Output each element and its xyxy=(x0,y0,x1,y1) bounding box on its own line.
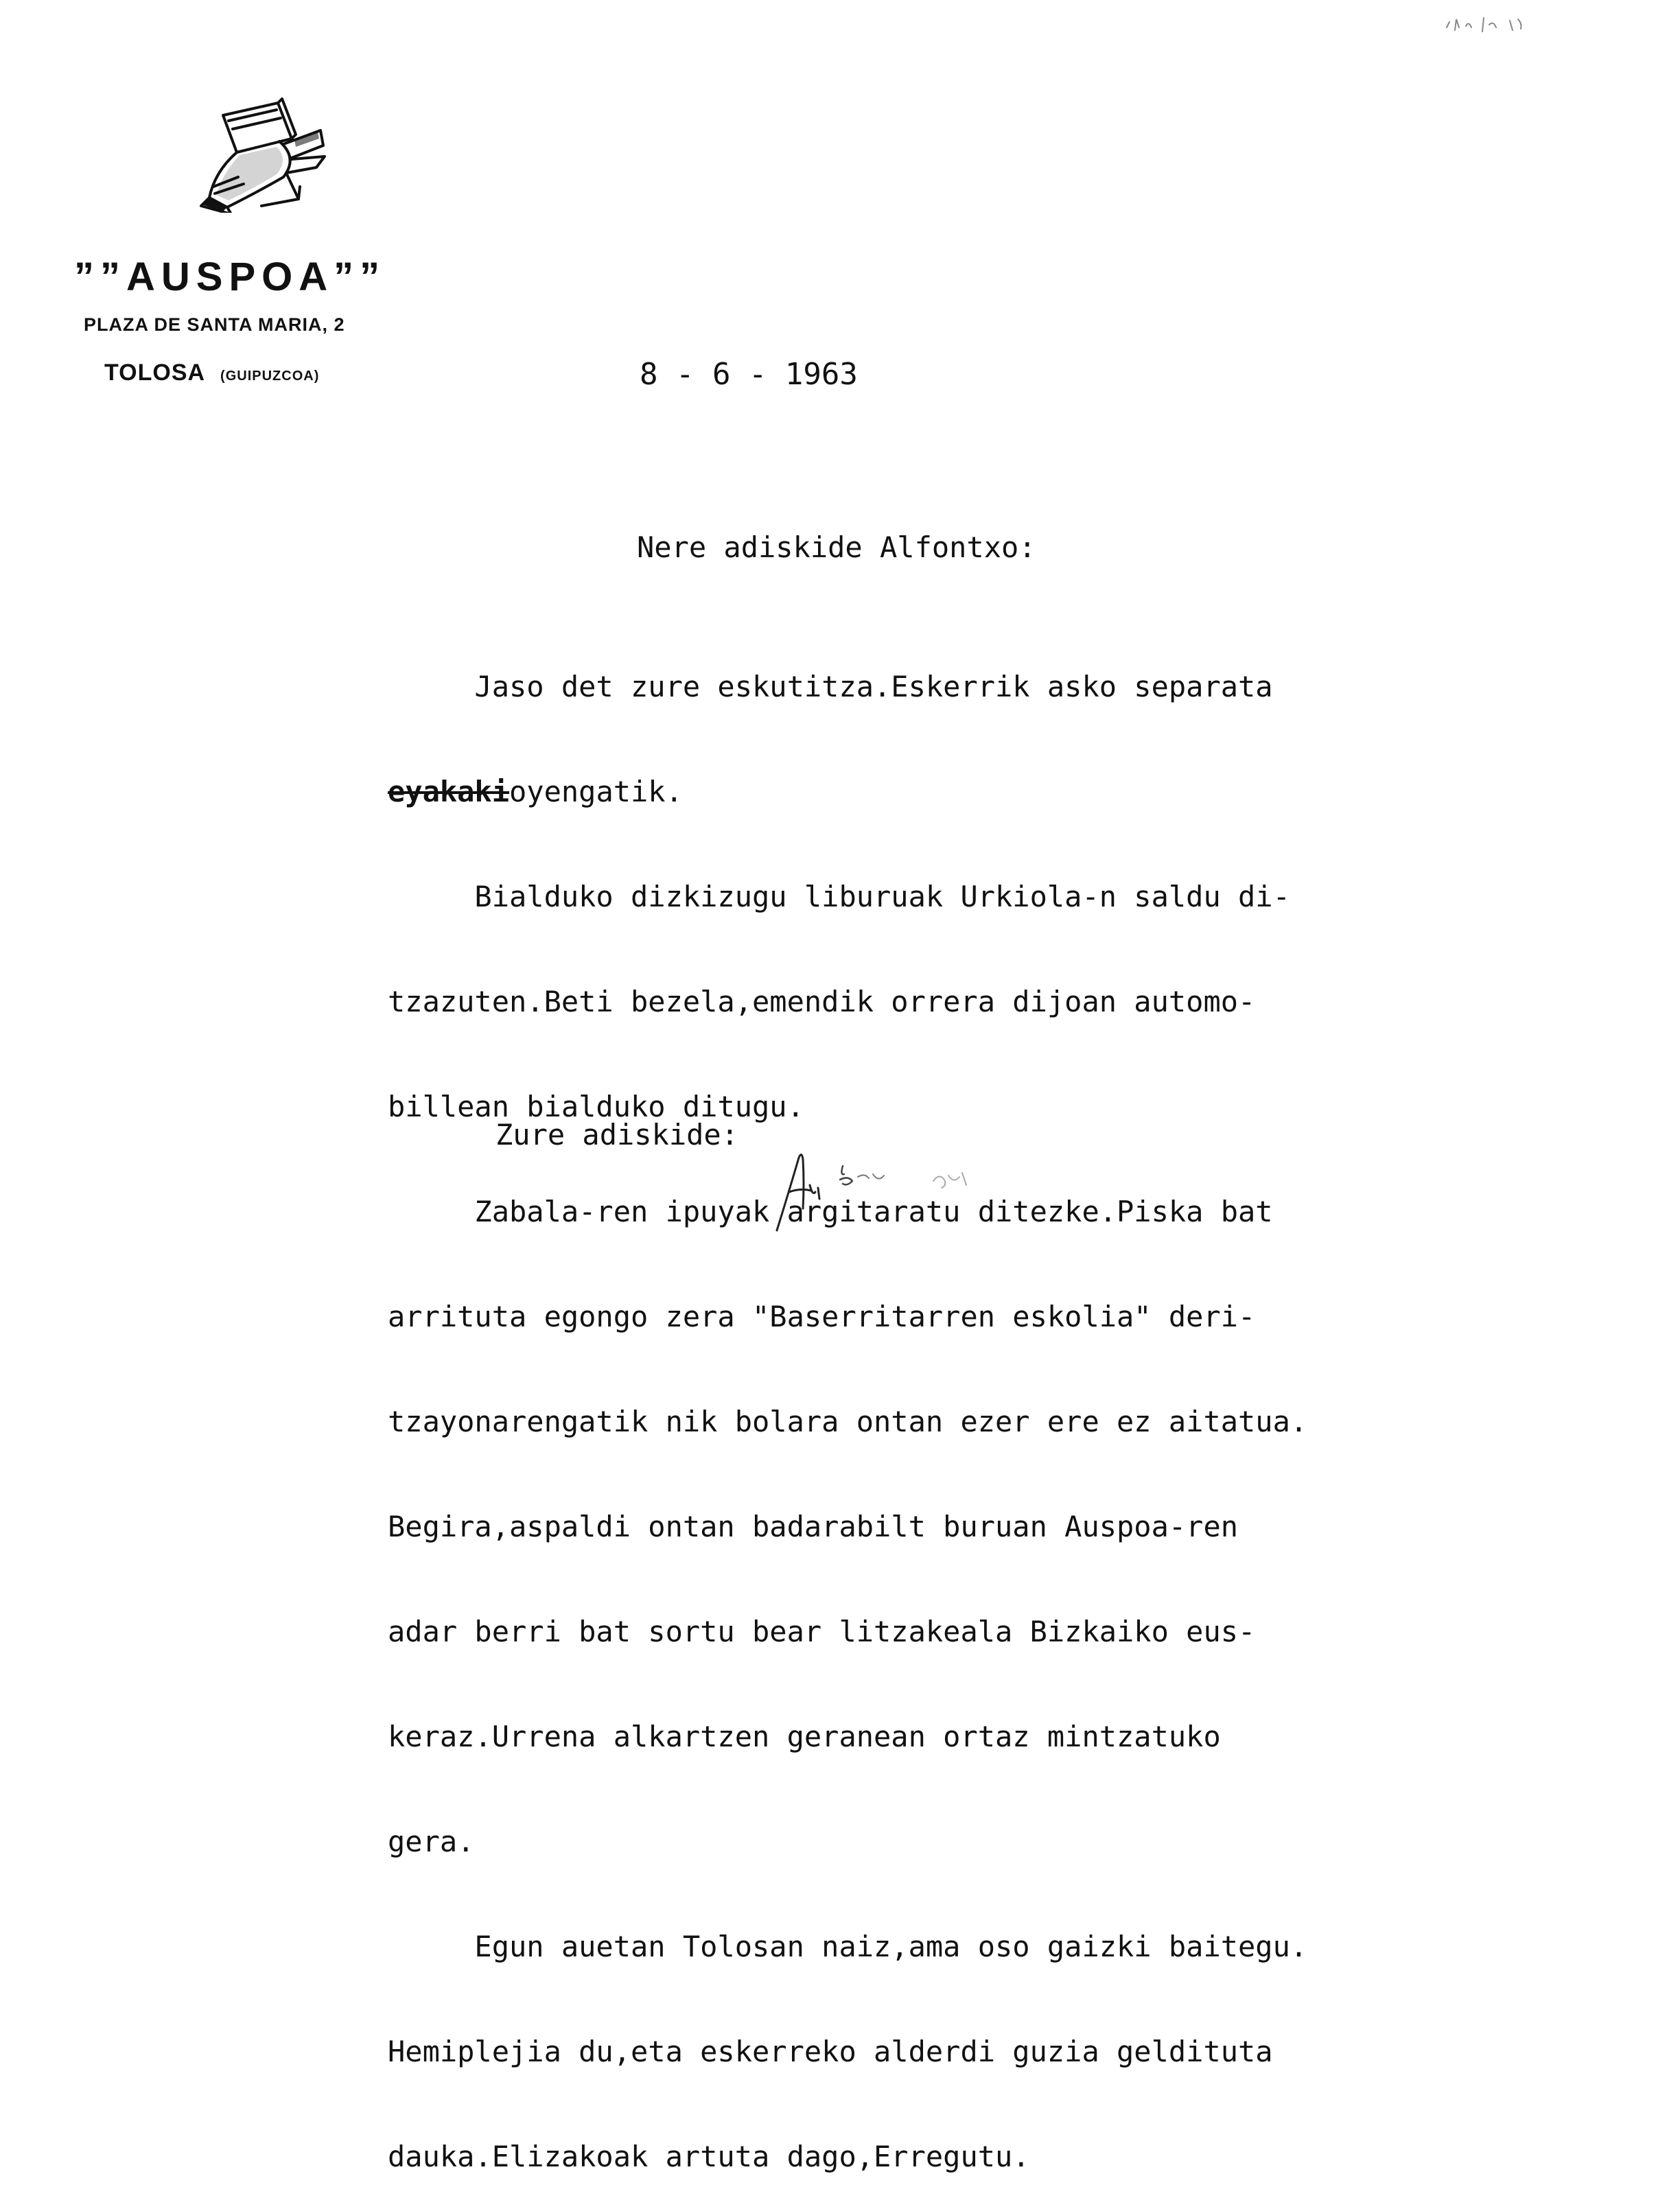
organization-address: PLAZA DE SANTA MARIA, 2 xyxy=(84,314,345,335)
body-line: adar berri bat sortu bear litzakeala Bizkaiko eus- xyxy=(388,1615,1256,1648)
body-line: Bialduko dizkizugu liburuak Urkiola-n saldu di- xyxy=(388,880,1290,913)
body-line: keraz.Urrena alkartzen geranean ortaz mintzatuko xyxy=(388,1720,1221,1753)
body-line: Hemiplejia du,eta eskerreko alderdi guzia geldituta xyxy=(388,2035,1273,2068)
body-line: arrituta egongo zera "Baserritarren eskolia" deri- xyxy=(388,1300,1256,1333)
organization-city: TOLOSA xyxy=(104,360,206,386)
body-line: tzazuten.Beti bezela,emendik orrera dijoan automo- xyxy=(388,985,1256,1018)
closing: Zure adiskide: xyxy=(495,1118,739,1152)
body-line: Egun auetan Tolosan naiz,ama oso gaizki baitegu. xyxy=(388,1930,1308,1963)
pencil-mark-icon xyxy=(1441,7,1530,41)
body-line xyxy=(388,774,1307,809)
body-line: dauka.Elizakoak artuta dago,Erregutu. xyxy=(388,2140,1030,2173)
organization-city-line xyxy=(104,360,319,386)
organization-name: ””AUSPOA”” xyxy=(74,255,386,299)
body-line: billean bialduko ditugu. xyxy=(388,1090,804,1123)
letter-body xyxy=(388,599,1307,2209)
handwritten-signature-icon xyxy=(769,1143,1043,1239)
struck-out-text: eyakaki xyxy=(388,775,510,808)
accordion-logo-icon xyxy=(196,96,333,213)
body-line-text: oyengatik. xyxy=(509,775,683,808)
body-line: gera. xyxy=(388,1825,475,1858)
letter-date: 8 - 6 - 1963 xyxy=(640,357,858,392)
body-line: tzayonarengatik nik bolara ontan ezer ere ez aitatua. xyxy=(388,1405,1308,1438)
salutation: Nere adiskide Alfontxo: xyxy=(637,530,1036,564)
body-line: Jaso det zure eskutitza.Eskerrik asko separata xyxy=(388,670,1273,703)
organization-region: (GUIPUZCOA) xyxy=(220,369,320,384)
body-line: Zabala-ren ipuyak argitaratu ditezke.Piska bat xyxy=(388,1195,1273,1228)
body-line: Begira,aspaldi ontan badarabilt buruan Auspoa-ren xyxy=(388,1510,1239,1543)
